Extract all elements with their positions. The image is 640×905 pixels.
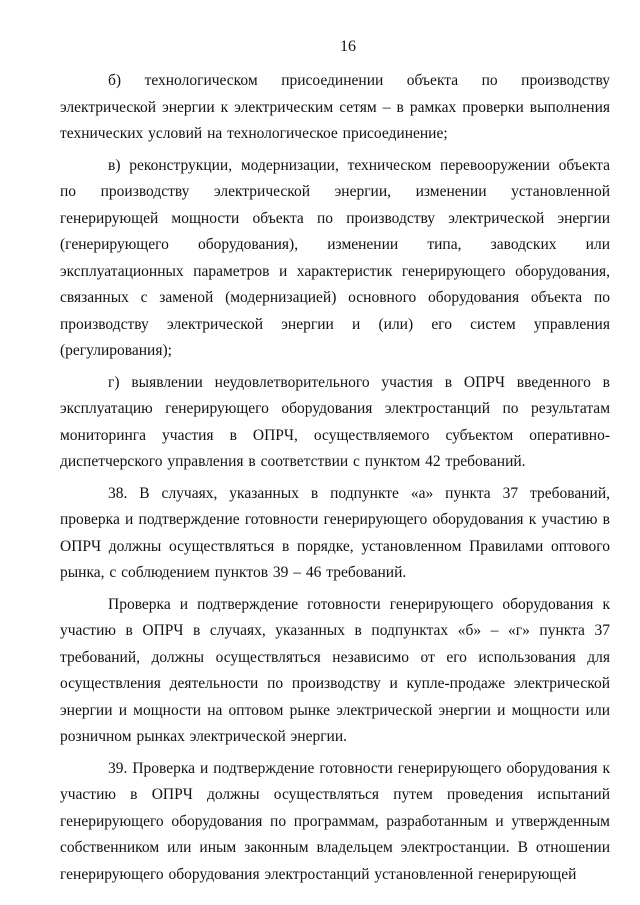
paragraph-subitem-v: в) реконструкции, модернизации, техническом перевооружении объекта по производству электрической энергии, изменении установленной генерирующей мощности объекта по производству электрической энергии (генерирующего оборудования), изменении типа, заводских или эксплуатационных параметров и характеристик генерирующего оборудования, связанных с заменой (модернизацией) основного оборудования объекта по производству электрической энергии и (или) его систем управления (регулирования);	[60, 156, 610, 359]
page-number: 16	[340, 38, 356, 55]
paragraph-item-38: 38. В случаях, указанных в подпункте «а» пункта 37 требований, проверка и подтверждение готовности генерирующего оборудования к участию в ОПРЧ должны осуществляться в порядке, установленном Правилами оптового рынка, с соблюдением пунктов 39 – 46 требований.	[60, 484, 610, 581]
paragraph-verification-independent: Проверка и подтверждение готовности генерирующего оборудования к участию в ОПРЧ в случаях, указанных в подпунктах «б» – «г» пункта 37 требований, должны осуществляться независимо от его использования для осуществления деятельности по производству и купле-продаже электрической энергии и мощности на оптовом рынке электрической энергии и мощности или розничном рынках электрической энергии.	[60, 595, 610, 745]
paragraph-subitem-b: б) технологическом присоединении объекта по производству электрической энергии к электрическим сетям – в рамках проверки выполнения технических условий на технологическое присоединение;	[60, 72, 610, 142]
paragraph-subitem-g: г) выявлении неудовлетворительного участия в ОПРЧ введенного в эксплуатацию генерирующего оборудования электростанций по результатам мониторинга участия в ОПРЧ, осуществляемого субъектом оперативно-диспетчерского управления в соответствии с пунктом 42 требований.	[60, 373, 610, 470]
paragraph-item-39: 39. Проверка и подтверждение готовности генерирующего оборудования к участию в ОПРЧ должны осуществляться путем проведения испытаний генерирующего оборудования по программам, разработанным и утвержденным собственником или иным законным владельцем электростанции. В отношении генерирующего оборудования электростанций установленной генерирующей	[60, 759, 610, 883]
